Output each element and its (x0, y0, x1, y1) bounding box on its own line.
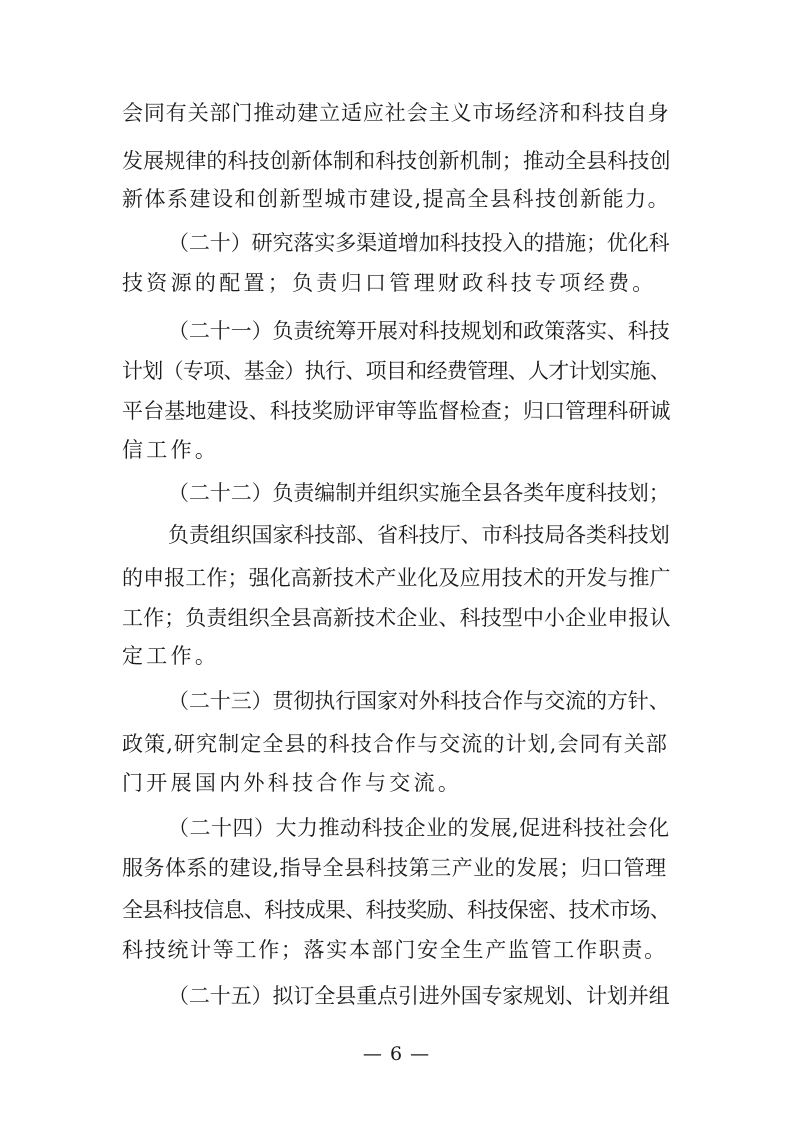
text-line-20: 全县科技信息、科技成果、科技奖励、科技保密、技术市场、 (122, 898, 671, 922)
text-line-19: 服务体系的建设,指导全县科技第三产业的发展；归口管理 (122, 856, 667, 880)
text-line-7: 计划（专项、基金）执行、项目和经费管理、人才计划实施、 (122, 359, 671, 383)
text-line-3: 新体系建设和创新型城市建设,提高全县科技创新能力。 (122, 187, 671, 211)
text-line-16: 政策,研究制定全县的科技合作与交流的计划,会同有关部 (122, 732, 668, 756)
text-line-5: 技资源的配置；负责归口管理财政科技专项经费。 (122, 271, 657, 295)
text-line-9: 信工作。 (122, 438, 220, 462)
text-line-14: 定工作。 (122, 644, 220, 668)
text-line-8: 平台基地建设、科技奖励评审等监督检查；归口管理科研诚 (122, 399, 671, 423)
text-line-17: 门开展国内外科技合作与交流。 (122, 771, 463, 795)
text-line-22: （二十五）拟订全县重点引进外国专家规划、计划并组 (168, 984, 670, 1008)
text-line-4: （二十）研究落实多渠道增加科技投入的措施；优化科 (168, 231, 670, 255)
text-line-12: 的申报工作；强化高新技术产业化及应用技术的开发与推广 (122, 566, 671, 590)
text-line-1: 会同有关部门推动建立适应社会主义市场经济和科技自身 (122, 101, 670, 125)
text-line-13: 工作；负责组织全县高新技术企业、科技型中小企业申报认 (122, 606, 671, 630)
text-line-11: 负责组织国家科技部、省科技厅、市科技局各类科技划 (168, 523, 670, 547)
text-line-18: （二十四）大力推动科技企业的发展,促进科技社会化 (168, 816, 670, 840)
text-line-15: （二十三）贯彻执行国家对外科技合作与交流的方针、 (168, 689, 670, 713)
page-number: — 6 — (362, 1043, 431, 1065)
text-line-6: （二十一）负责统筹开展对科技规划和政策落实、科技 (168, 319, 670, 343)
text-line-21: 科技统计等工作；落实本部门安全生产监管工作职责。 (122, 938, 667, 962)
text-line-10: （二十二）负责编制并组织实施全县各类年度科技划； (168, 481, 670, 505)
text-line-2: 发展规律的科技创新体制和科技创新机制；推动全县科技创 (122, 149, 671, 173)
